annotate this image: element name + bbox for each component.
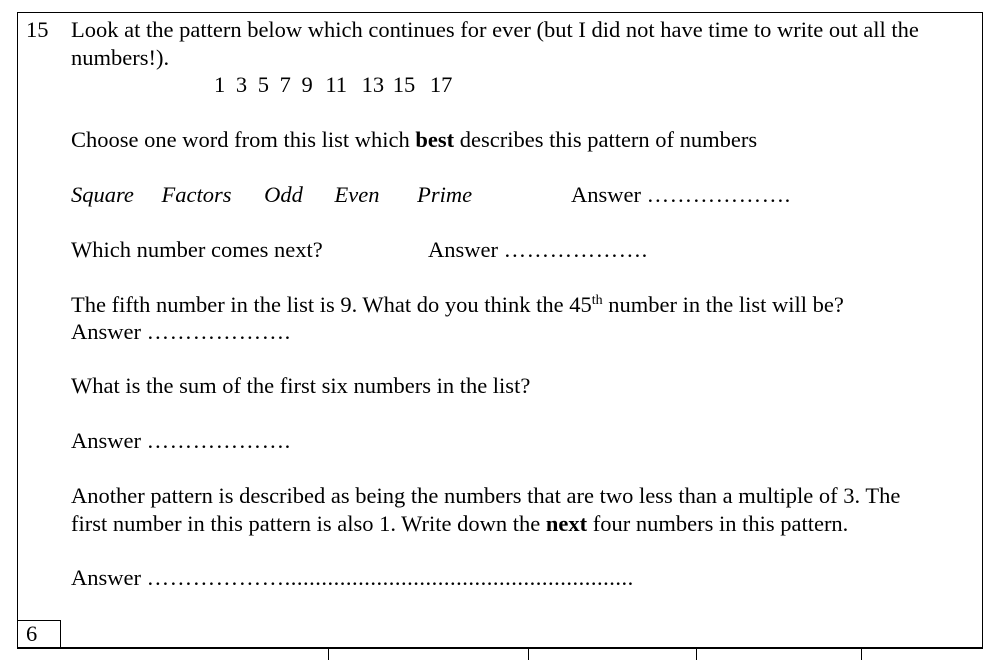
another-text-end: four numbers in this pattern. [587,511,849,536]
fifth-text: The fifth number in the list is 9. What do you think the 45 [71,292,592,317]
another-bold-word: next [545,511,588,536]
word-option-even: Even [334,182,380,207]
question-number: 15 [26,17,49,42]
choose-text-end: describes this pattern of numbers [454,127,758,152]
sum-answer[interactable] [71,427,291,455]
number-sequence [214,71,452,99]
answer-line[interactable]: ………………......................................................... [146,565,634,590]
word-option-odd: Odd [264,182,303,207]
answer-label: Answer [71,428,141,453]
answer-label: Answer [571,182,641,207]
answer-label: Answer [428,237,498,262]
divider-tick [528,648,529,660]
sequence-term: 9 [301,72,313,97]
sequence-term: 15 [392,72,416,97]
page-divider [17,648,983,649]
sum-question: What is the sum of the first six numbers in the list? [71,373,531,398]
answer-label: Answer [71,565,141,590]
answer-line[interactable]: ………………. [503,237,648,262]
answer-label: Answer [71,319,141,344]
marks-box: 6 [17,620,61,648]
answer-line[interactable]: ………………. [146,428,291,453]
divider-tick [328,648,329,660]
divider-tick [696,648,697,660]
choose-text: Choose one word from this list which [71,127,416,152]
forty-fifth-answer[interactable] [71,318,291,346]
sequence-term: 13 [361,72,385,97]
next-four-answer[interactable] [71,564,634,592]
fifth-text-end: number in the list will be? [602,292,844,317]
sequence-term: 3 [235,72,248,97]
word-option-square: Square [71,182,134,207]
another-pattern-line1: Another pattern is described as being the numbers that are two less than a multiple of 3. The [71,483,901,508]
question-intro-line1: Look at the pattern below which continues for ever (but I did not have time to write out all the [71,17,919,42]
pattern-word-answer[interactable] [571,181,791,209]
word-option-prime: Prime [417,182,473,207]
forty-fifth-question [71,291,844,319]
sequence-term: 5 [257,72,269,97]
choose-instruction [71,126,757,154]
sequence-term: 7 [279,72,291,97]
ordinal-superscript: th [591,293,603,308]
sequence-term: 17 [429,72,453,97]
next-number-question: Which number comes next? [71,237,323,262]
sequence-term: 1 [214,72,226,97]
answer-line[interactable]: ………………. [146,319,291,344]
sequence-term: 11 [325,72,348,97]
another-pattern-line2 [71,510,848,538]
next-number-answer[interactable] [428,236,648,264]
answer-line[interactable]: ………………. [646,182,791,207]
another-text: first number in this pattern is also 1. Write down the [71,511,546,536]
question-intro-line2: numbers!). [71,45,170,70]
choose-bold-word: best [415,127,455,152]
word-options [71,181,472,209]
word-option-factors: Factors [161,182,232,207]
divider-tick [861,648,862,660]
